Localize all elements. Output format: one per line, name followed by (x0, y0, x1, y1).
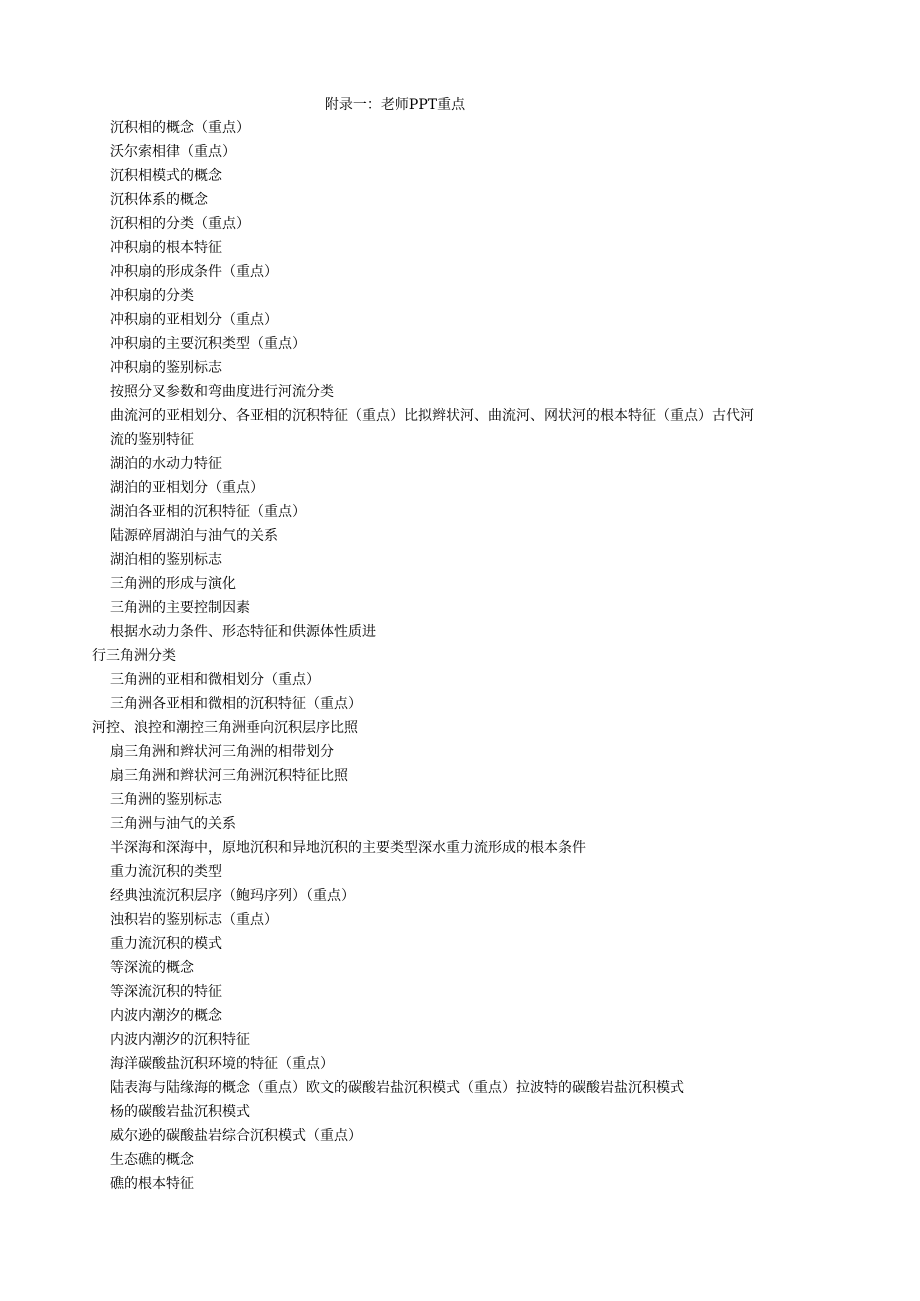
list-item: 沃尔索相律（重点） (110, 144, 236, 160)
list-item: 礁的根本特征 (110, 1176, 194, 1192)
list-item: 按照分叉参数和弯曲度进行河流分类 (110, 384, 334, 400)
list-item: 沉积体系的概念 (110, 192, 208, 208)
list-item: 三角洲的亚相和微相划分（重点） (110, 672, 320, 688)
list-item: 冲积扇的根本特征 (110, 240, 222, 256)
list-item: 陆表海与陆缘海的概念（重点）欧文的碳酸岩盐沉积模式（重点）拉波特的碳酸岩盐沉积模式 (110, 1080, 684, 1096)
list-item: 三角洲各亚相和微相的沉积特征（重点） (110, 696, 362, 712)
list-item: 湖泊的水动力特征 (110, 456, 222, 472)
page-title: 附录一：老师PPT重点 (324, 97, 466, 113)
list-item: 沉积相的分类（重点） (110, 216, 250, 232)
list-item: 威尔逊的碳酸盐岩综合沉积模式（重点） (110, 1128, 362, 1144)
list-item: 冲积扇的主要沉积类型（重点） (110, 336, 306, 352)
list-item: 陆源碎屑湖泊与油气的关系 (110, 528, 278, 544)
list-item: 沉积相的概念（重点） (110, 120, 250, 136)
list-item: 扇三角洲和辫状河三角洲沉积特征比照 (110, 768, 348, 784)
list-item: 三角洲的形成与演化 (110, 576, 236, 592)
list-item: 三角洲的鉴别标志 (110, 792, 222, 808)
list-item: 流的鉴别特征 (110, 432, 194, 448)
list-item: 等深流沉积的特征 (110, 984, 222, 1000)
list-item: 河控、浪控和潮控三角洲垂向沉积层序比照 (92, 720, 358, 736)
list-item: 湖泊相的鉴别标志 (110, 552, 222, 568)
list-item: 三角洲的主要控制因素 (110, 600, 250, 616)
list-item: 冲积扇的亚相划分（重点） (110, 312, 278, 328)
list-item: 行三角洲分类 (92, 648, 176, 664)
list-item: 曲流河的亚相划分、各亚相的沉积特征（重点）比拟辫状河、曲流河、网状河的根本特征（重点）古代河 (110, 408, 754, 424)
list-item: 根据水动力条件、形态特征和供源体性质进 (110, 624, 376, 640)
list-item: 冲积扇的分类 (110, 288, 194, 304)
list-item: 湖泊的亚相划分（重点） (110, 480, 264, 496)
list-item: 半深海和深海中，原地沉积和异地沉积的主要类型深水重力流形成的根本条件 (110, 840, 586, 856)
key-points-list (92, 116, 832, 1196)
list-item: 湖泊各亚相的沉积特征（重点） (110, 504, 306, 520)
list-item: 生态礁的概念 (110, 1152, 194, 1168)
list-item: 冲积扇的鉴别标志 (110, 360, 222, 376)
list-item: 浊积岩的鉴别标志（重点） (110, 912, 278, 928)
list-item: 重力流沉积的类型 (110, 864, 222, 880)
list-item: 内波内潮汐的概念 (110, 1008, 222, 1024)
list-item: 海洋碳酸盐沉积环境的特征（重点） (110, 1056, 334, 1072)
list-item: 内波内潮汐的沉积特征 (110, 1032, 250, 1048)
list-item: 等深流的概念 (110, 960, 194, 976)
list-item: 杨的碳酸岩盐沉积模式 (110, 1104, 250, 1120)
list-item: 经典浊流沉积层序（鲍玛序列）（重点） (110, 888, 355, 904)
list-item: 冲积扇的形成条件（重点） (110, 264, 278, 280)
list-item: 扇三角洲和辫状河三角洲的相带划分 (110, 744, 334, 760)
list-item: 沉积相模式的概念 (110, 168, 222, 184)
list-item: 重力流沉积的模式 (110, 936, 222, 952)
list-item: 三角洲与油气的关系 (110, 816, 236, 832)
